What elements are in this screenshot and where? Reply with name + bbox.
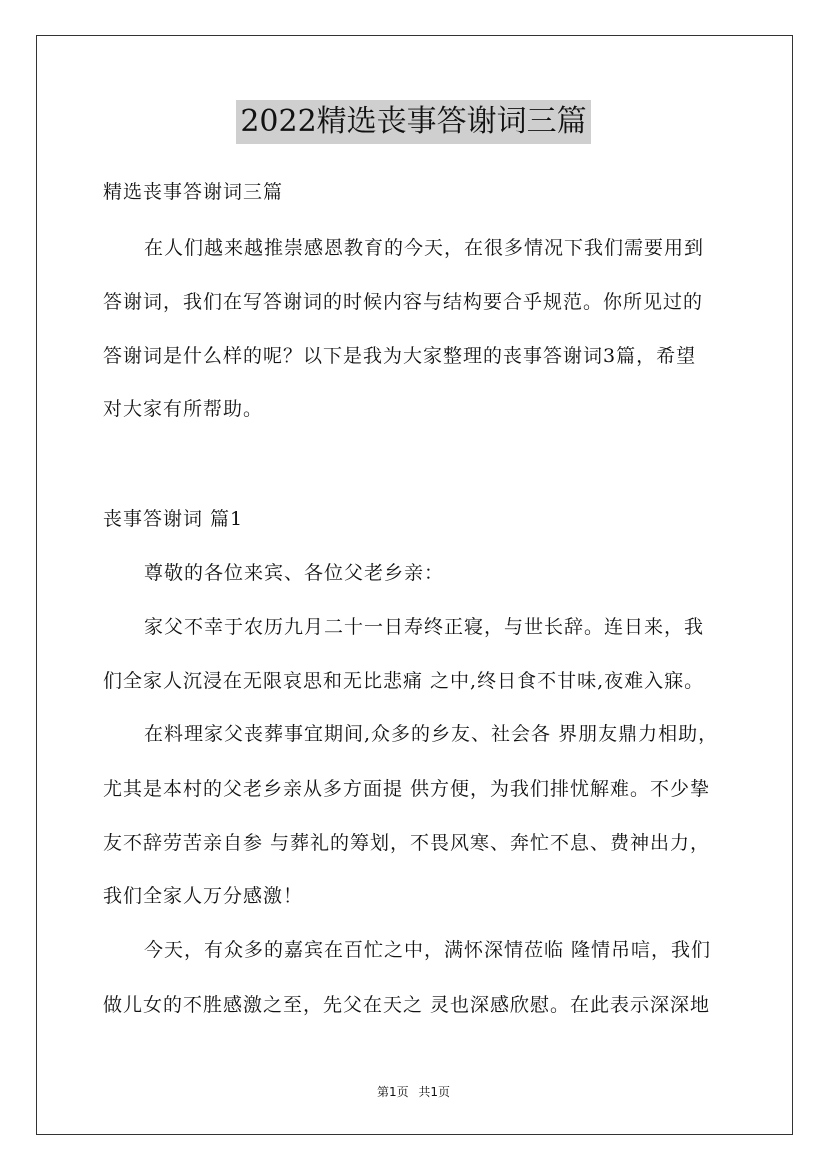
section-heading: 丧事答谢词 篇1 — [103, 508, 244, 530]
paragraph-line: 今天，有众多的嘉宾在百忙之中，满怀深情莅临 隆情吊唁，我们 — [144, 939, 712, 961]
document-subtitle: 精选丧事答谢词三篇 — [103, 181, 284, 203]
page-footer — [0, 1083, 827, 1100]
document-title: 2022精选丧事答谢词三篇 — [236, 100, 590, 144]
paragraph-line: 做儿女的不胜感激之至，先父在天之 灵也深感欣慰。在此表示深深地 — [103, 994, 711, 1016]
paragraph-line: 尤其是本村的父老乡亲从多方面提 供方便，为我们排忧解难。不少挚 — [103, 778, 711, 800]
document-title-wrapper — [0, 100, 827, 144]
paragraph-line: 家父不幸于农历九月二十一日寿终正寝，与世长辞。连日来，我 — [144, 616, 705, 638]
paragraph-line: 们全家人沉浸在无限哀思和无比悲痛 之中,终日食不甘味,夜难入寐。 — [103, 670, 705, 692]
paragraph-line: 友不辞劳苦亲自参 与葬礼的筹划，不畏风寒、奔忙不息、费神出力， — [103, 832, 711, 854]
paragraph-line: 我们全家人万分感激！ — [103, 885, 304, 907]
intro-line: 答谢词，我们在写答谢词的时候内容与结构要合乎规范。你所见过的 — [103, 291, 704, 313]
greeting: 尊敬的各位来宾、各位父老乡亲： — [144, 562, 445, 584]
page-total: 共1页 — [418, 1085, 451, 1099]
intro-line: 在人们越来越推崇感恩教育的今天，在很多情况下我们需要用到 — [144, 237, 705, 259]
intro-line: 答谢词是什么样的呢？以下是我为大家整理的丧事答谢词3篇，希望 — [103, 345, 697, 367]
intro-line: 对大家有所帮助。 — [103, 398, 264, 420]
paragraph-line: 在料理家父丧葬事宜期间,众多的乡友、社会各 界朋友鼎力相助， — [144, 723, 719, 745]
page-number: 第1页 — [376, 1085, 409, 1099]
